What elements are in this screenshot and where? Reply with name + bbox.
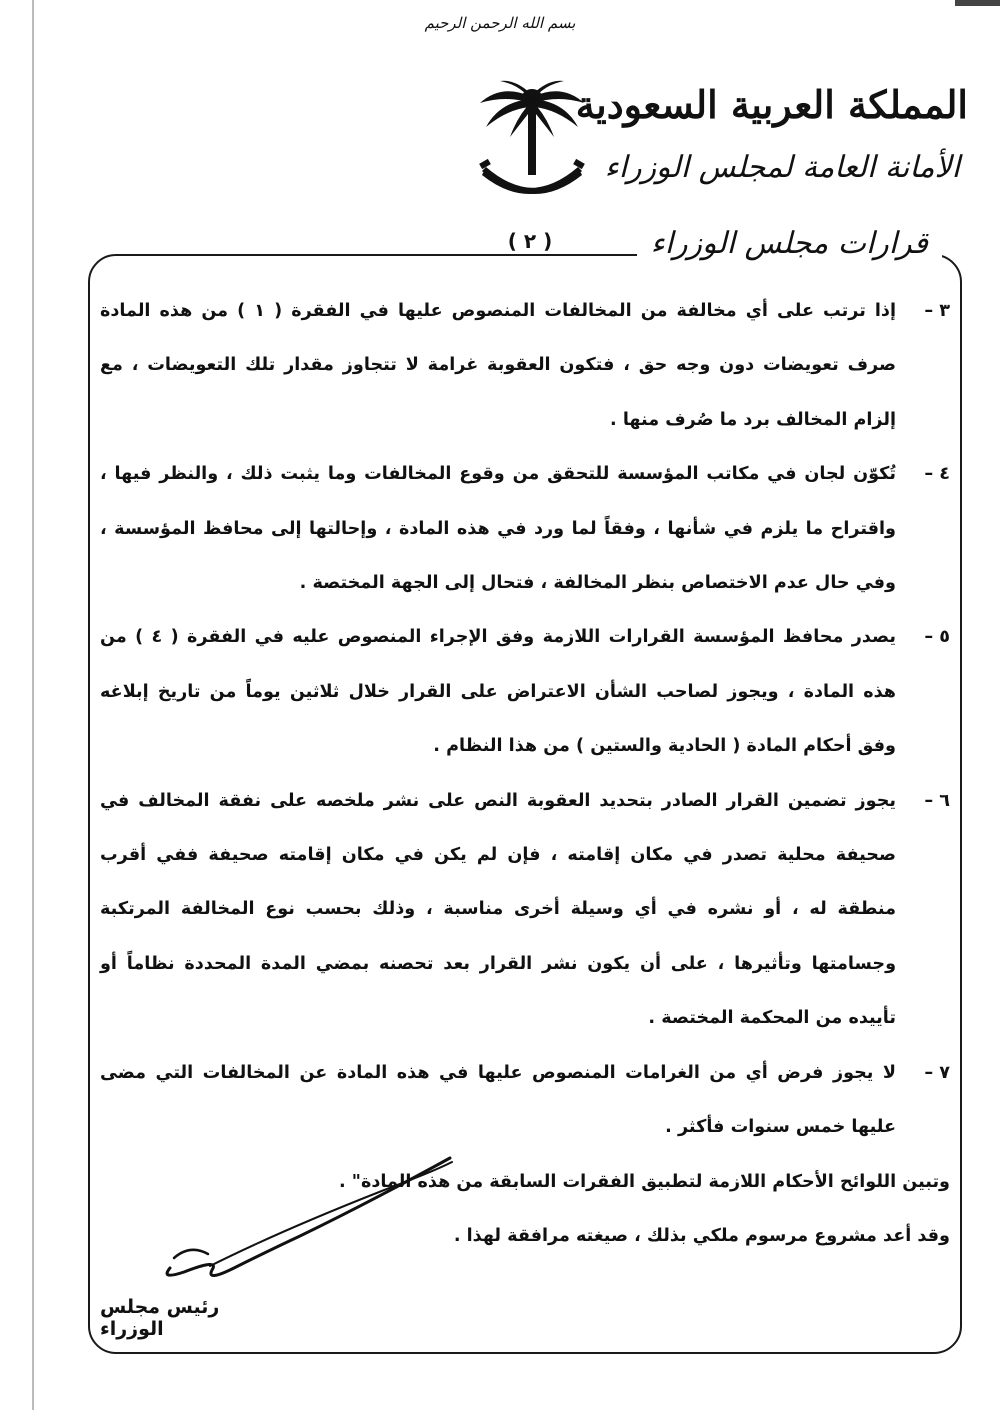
paragraph-text: تُكوّن لجان في مكاتب المؤسسة للتحقق من وقوع المخالفات وما يثبت ذلك ، والنظر فيها ، واقتراح ما يلزم في شأنها ، وفقاً لما ورد في هذه المادة ، وإحالتها إلى محافظ المؤسسة ، وفي حال عدم الاختصاص بنظر المخالفة ، فتحال إلى الجهة المختصة .	[100, 464, 896, 594]
paragraph-3	[100, 284, 950, 447]
paragraph-number: ٤ –	[924, 464, 950, 485]
paragraph-5	[100, 610, 950, 773]
closing-line: وقد أعد مشروع مرسوم ملكي بذلك ، صيغته مرافقة لهذا .	[453, 1225, 950, 1246]
paragraph-number: ٧ –	[924, 1062, 950, 1083]
decision-title: قرارات مجلس الوزراء	[637, 226, 942, 261]
signatory-title: رئيس مجلس الوزراء	[100, 1296, 220, 1340]
paragraph-7	[100, 1046, 950, 1155]
handwritten-signature	[150, 1140, 470, 1290]
document-body	[100, 284, 950, 1263]
paragraph-4	[100, 447, 950, 610]
scan-edge-mark	[955, 0, 1000, 6]
scan-edge-mark	[32, 0, 34, 1410]
paragraph-text: يجوز تضمين القرار الصادر بتحديد العقوبة النص على نشر ملخصه على نفقة المخالف في صحيفة محلية تصدر في مكان إقامته ، فإن لم يكن في مكان إقامته صحيفة ففي أقرب منطقة له ، أو نشره في أي وسيلة أخرى مناسبة ، وذلك بحسب نوع المخالفة المرتكبة وجسامتها وتأثيرها ، على أن يكون نشر القرار بعد تحصنه بمضي المدة المحددة نظاماً أو تأييده من المحكمة المختصة .	[100, 790, 896, 1029]
kingdom-title: المملكة العربية السعودية	[575, 82, 968, 127]
page-number: ( ٢ )	[507, 229, 553, 253]
paragraph-text: يصدر محافظ المؤسسة القرارات اللازمة وفق الإجراء المنصوص عليه في الفقرة ( ٤ ) من هذه المادة ، ويجوز لصاحب الشأن الاعتراض على القرار خلال ثلاثين يوماً من تاريخ إبلاغه وفق أحكام المادة ( الحادية والستين ) من هذا النظام .	[100, 627, 896, 757]
paragraph-number: ٣ –	[924, 301, 950, 321]
paragraph-text: إذا ترتب على أي مخالفة من المخالفات المنصوص عليها في الفقرة ( ١ ) من هذه المادة صرف تعويضات دون وجه حق ، فتكون العقوبة غرامة لا تتجاوز مقدار تلك التعويضات ، مع إلزام المخالف برد ما صُرف منها .	[100, 301, 896, 430]
paragraph-6	[100, 774, 950, 1046]
paragraph-number: ٦ –	[924, 790, 950, 811]
bismillah-heading: بسم الله الرحمن الرحيم	[424, 14, 576, 32]
closing-line: وتبين اللوائح الأحكام اللازمة لتطبيق الفقرات السابقة من هذه المادة" .	[338, 1171, 950, 1192]
paragraph-text: لا يجوز فرض أي من الغرامات المنصوص عليها في هذه المادة عن المخالفات التي مضى عليها خمس سنوات فأكثر .	[100, 1062, 896, 1138]
saudi-emblem-icon	[472, 75, 592, 215]
secretariat-title: الأمانة العامة لمجلس الوزراء	[604, 150, 960, 185]
paragraph-number: ٥ –	[924, 627, 950, 648]
